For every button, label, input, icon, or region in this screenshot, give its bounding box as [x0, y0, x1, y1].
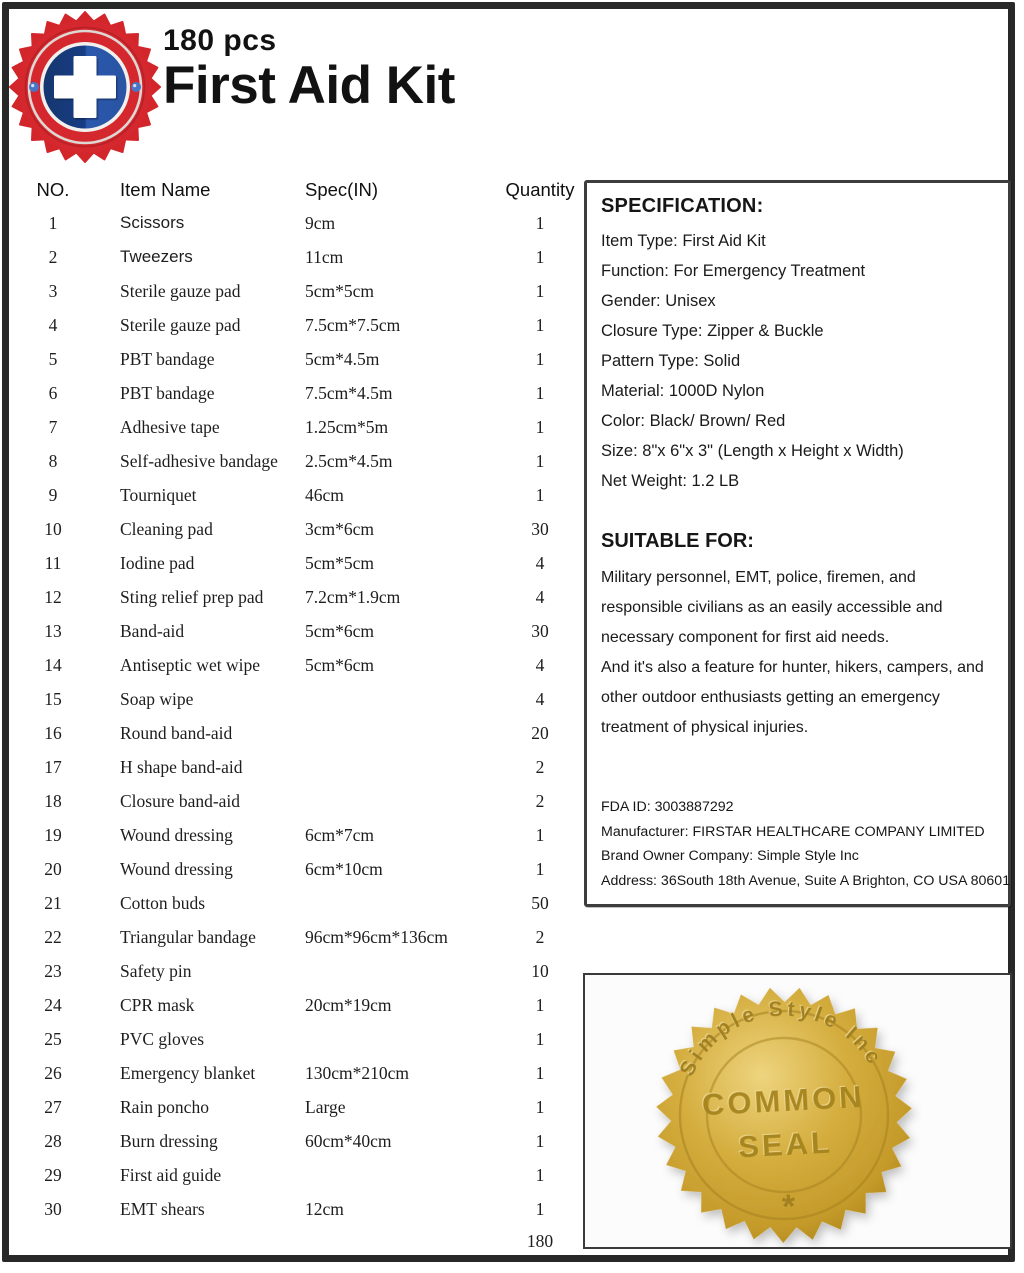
table-row — [30, 1090, 590, 1124]
spec-line: Pattern Type: Solid — [601, 352, 741, 370]
cell-quantity: 1 — [535, 995, 545, 1015]
cell-spec: 1.25cm*5m — [305, 417, 389, 437]
cell-no: 25 — [44, 1029, 62, 1049]
cell-no: 26 — [44, 1063, 62, 1083]
cell-item-name: Scissors — [120, 213, 185, 232]
cell-spec: 5cm*4.5m — [305, 349, 380, 369]
table-row — [30, 478, 590, 512]
cell-no: 12 — [44, 587, 62, 607]
cell-spec: 5cm*5cm — [305, 553, 375, 573]
table-body — [30, 206, 590, 1226]
cell-spec: 9cm — [305, 213, 336, 233]
kit-name-title: First Aid Kit — [163, 56, 455, 115]
cell-item-name: Triangular bandage — [120, 927, 256, 947]
cell-item-name: Self-adhesive bandage — [120, 451, 278, 471]
seal-panel — [583, 973, 1012, 1249]
cell-item-name: Band-aid — [120, 621, 185, 641]
cell-no: 30 — [44, 1199, 62, 1219]
cell-quantity: 1 — [535, 1097, 545, 1117]
cell-spec: 12cm — [305, 1199, 344, 1219]
cell-quantity: 2 — [535, 757, 545, 777]
cell-spec: 20cm*19cm — [305, 995, 392, 1015]
cell-item-name: Emergency blanket — [120, 1063, 256, 1083]
cell-quantity: 4 — [535, 587, 545, 607]
cell-quantity: 1 — [535, 1063, 545, 1083]
cell-item-name: Cleaning pad — [120, 519, 213, 539]
table-row — [30, 920, 590, 954]
cell-quantity: 4 — [535, 689, 545, 709]
cell-item-name: Tweezers — [120, 247, 193, 266]
cell-quantity: 1 — [535, 859, 545, 879]
table-row — [30, 546, 590, 580]
suitable-for-lines — [601, 563, 998, 743]
cell-no: 27 — [44, 1097, 62, 1117]
table-row — [30, 1022, 590, 1056]
table-row — [30, 886, 590, 920]
cell-quantity: 1 — [535, 383, 545, 403]
cell-quantity: 4 — [535, 655, 545, 675]
table-row — [30, 376, 590, 410]
cell-no: 5 — [48, 349, 58, 369]
cell-item-name: Cotton buds — [120, 893, 206, 913]
table-row — [30, 308, 590, 342]
seal-common-label: COMMON — [701, 1078, 866, 1123]
product-title — [163, 26, 455, 115]
cell-quantity: 1 — [535, 281, 545, 301]
suitable-line: And it's also a feature for hunter, hikers, campers, and — [601, 659, 984, 676]
table-row — [30, 274, 590, 308]
cell-quantity: 1 — [535, 1029, 545, 1049]
cell-quantity: 1 — [535, 315, 545, 335]
cell-item-name: EMT shears — [120, 1199, 205, 1219]
cell-spec: 2.5cm*4.5m — [305, 451, 393, 471]
cell-item-name: PBT bandage — [120, 383, 215, 403]
cell-quantity: 2 — [535, 927, 545, 947]
cell-item-name: PVC gloves — [120, 1029, 205, 1049]
cell-no: 3 — [48, 281, 58, 301]
cell-item-name: Wound dressing — [120, 825, 233, 845]
table-row — [30, 342, 590, 376]
spec-line: Item Type: First Aid Kit — [601, 232, 766, 250]
cell-item-name: First aid guide — [120, 1165, 222, 1185]
table-row — [30, 410, 590, 444]
cell-spec: 7.5cm*7.5cm — [305, 315, 401, 335]
specification-panel — [584, 180, 1011, 907]
company-line: Manufacturer: FIRSTAR HEALTHCARE COMPANY LIMITED — [601, 823, 985, 840]
cell-no: 19 — [44, 825, 62, 845]
cell-quantity: 1 — [535, 213, 545, 233]
spec-line: Function: For Emergency Treatment — [601, 262, 866, 280]
cell-item-name: Soap wipe — [120, 689, 194, 709]
cell-item-name: Sterile gauze pad — [120, 315, 241, 335]
cell-spec: Large — [305, 1097, 346, 1117]
cell-item-name: Adhesive tape — [120, 417, 220, 437]
spec-line: Gender: Unisex — [601, 292, 716, 310]
cell-item-name: Sting relief prep pad — [120, 587, 264, 607]
common-seal-image — [587, 975, 1012, 1249]
cell-quantity: 1 — [535, 451, 545, 471]
cell-item-name: Safety pin — [120, 961, 192, 981]
company-info — [601, 795, 1011, 893]
table-row — [30, 716, 590, 750]
suitable-line: necessary component for first aid needs. — [601, 629, 890, 646]
cell-item-name: Antiseptic wet wipe — [120, 655, 260, 675]
cell-quantity: 1 — [535, 247, 545, 267]
cell-quantity: 1 — [535, 485, 545, 505]
cell-no: 17 — [44, 757, 62, 777]
cell-spec: 5cm*5cm — [305, 281, 375, 301]
spec-line: Closure Type: Zipper & Buckle — [601, 322, 824, 340]
cell-quantity: 2 — [535, 791, 545, 811]
spec-line: Color: Black/ Brown/ Red — [601, 412, 786, 430]
cell-item-name: CPR mask — [120, 995, 195, 1015]
cell-quantity: 30 — [531, 621, 549, 641]
table-row — [30, 1158, 590, 1192]
contents-table — [30, 178, 590, 1256]
table-row — [30, 784, 590, 818]
specification-lines — [601, 226, 998, 496]
cell-quantity: 50 — [531, 893, 549, 913]
table-row — [30, 614, 590, 648]
cell-no: 28 — [44, 1131, 62, 1151]
cell-no: 8 — [48, 451, 58, 471]
table-row — [30, 512, 590, 546]
first-aid-cross-logo-icon — [8, 10, 162, 164]
table-row — [30, 580, 590, 614]
table-total-row — [30, 1226, 590, 1256]
cell-spec: 60cm*40cm — [305, 1131, 392, 1151]
cell-spec: 11cm — [305, 247, 344, 267]
cell-item-name: Iodine pad — [120, 553, 195, 573]
suitable-line: other outdoor enthusiasts getting an emergency — [601, 689, 940, 706]
cell-item-name: PBT bandage — [120, 349, 215, 369]
cell-quantity: 1 — [535, 349, 545, 369]
cell-spec: 96cm*96cm*136cm — [305, 927, 448, 947]
cell-item-name: Tourniquet — [120, 485, 197, 505]
table-row — [30, 1192, 590, 1226]
cell-no: 16 — [44, 723, 62, 743]
table-row — [30, 206, 590, 240]
cell-quantity: 1 — [535, 1199, 545, 1219]
suitable-line: responsible civilians as an easily accessible and — [601, 599, 943, 616]
specification-title: SPECIFICATION: — [601, 195, 764, 217]
table-row — [30, 852, 590, 886]
table-row — [30, 1056, 590, 1090]
cell-item-name: Burn dressing — [120, 1131, 218, 1151]
cell-no: 1 — [48, 213, 58, 233]
cell-no: 22 — [44, 927, 62, 947]
company-line: FDA ID: 3003887292 — [601, 799, 734, 815]
cell-no: 4 — [48, 315, 58, 335]
cell-spec: 6cm*10cm — [305, 859, 383, 879]
cell-spec: 46cm — [305, 485, 344, 505]
cell-no: 24 — [44, 995, 62, 1015]
cell-spec: 7.2cm*1.9cm — [305, 587, 401, 607]
seal-company-arc-text: Simple Style Inc — [675, 997, 888, 1080]
header-item-name: Item Name — [120, 179, 211, 200]
table-row — [30, 648, 590, 682]
cell-item-name: Round band-aid — [120, 723, 233, 743]
cell-no: 29 — [44, 1165, 62, 1185]
suitable-for-title: SUITABLE FOR: — [601, 530, 754, 552]
header-spec: Spec(IN) — [305, 179, 378, 200]
total-quantity: 180 — [526, 1231, 554, 1251]
cell-quantity: 1 — [535, 1165, 545, 1185]
cell-no: 23 — [44, 961, 62, 981]
cell-no: 2 — [48, 247, 58, 267]
cell-quantity: 10 — [531, 961, 549, 981]
cell-no: 18 — [44, 791, 62, 811]
cell-item-name: Wound dressing — [120, 859, 233, 879]
cell-quantity: 1 — [535, 825, 545, 845]
cell-no: 10 — [44, 519, 62, 539]
table-row — [30, 240, 590, 274]
cell-quantity: 1 — [535, 1131, 545, 1151]
cell-spec: 5cm*6cm — [305, 655, 375, 675]
cell-no: 6 — [48, 383, 58, 403]
spec-line: Net Weight: 1.2 LB — [601, 472, 740, 490]
seal-star: * — [781, 1187, 797, 1227]
cell-item-name: Sterile gauze pad — [120, 281, 241, 301]
table-row — [30, 954, 590, 988]
cell-spec: 7.5cm*4.5m — [305, 383, 393, 403]
cell-quantity: 4 — [535, 553, 545, 573]
cell-no: 13 — [44, 621, 62, 641]
cell-no: 15 — [44, 689, 62, 709]
cell-spec: 6cm*7cm — [305, 825, 375, 845]
table-row — [30, 444, 590, 478]
cell-no: 20 — [44, 859, 62, 879]
suitable-line: Military personnel, EMT, police, firemen, and — [601, 569, 916, 586]
cell-spec: 5cm*6cm — [305, 621, 375, 641]
cell-item-name: Closure band-aid — [120, 791, 241, 811]
cell-no: 9 — [48, 485, 58, 505]
cell-no: 14 — [44, 655, 62, 675]
header-quantity: Quantity — [505, 179, 575, 200]
company-line: Brand Owner Company: Simple Style Inc — [601, 848, 859, 864]
suitable-line: treatment of physical injuries. — [601, 719, 809, 736]
cell-no: 21 — [44, 893, 62, 913]
table-row — [30, 988, 590, 1022]
cell-item-name: H shape band-aid — [120, 757, 243, 777]
cell-item-name: Rain poncho — [120, 1097, 209, 1117]
cell-no: 11 — [44, 553, 62, 573]
table-row — [30, 818, 590, 852]
cell-no: 7 — [48, 417, 58, 437]
piece-count-title: 180 pcs — [163, 24, 277, 57]
cell-quantity: 20 — [531, 723, 549, 743]
cell-spec: 3cm*6cm — [305, 519, 375, 539]
cell-quantity: 30 — [531, 519, 549, 539]
header-no: NO. — [36, 179, 70, 200]
table-row — [30, 1124, 590, 1158]
cell-spec: 130cm*210cm — [305, 1063, 410, 1083]
company-line: Address: 36South 18th Avenue, Suite A Brighton, CO USA 80601 — [601, 872, 1011, 889]
table-header-row — [30, 178, 590, 202]
spec-line: Size: 8"x 6"x 3" (Length x Height x Width) — [601, 442, 904, 460]
seal-seal-label: SEAL — [737, 1124, 834, 1165]
cell-quantity: 1 — [535, 417, 545, 437]
table-row — [30, 682, 590, 716]
table-row — [30, 750, 590, 784]
spec-line: Material: 1000D Nylon — [601, 382, 765, 400]
